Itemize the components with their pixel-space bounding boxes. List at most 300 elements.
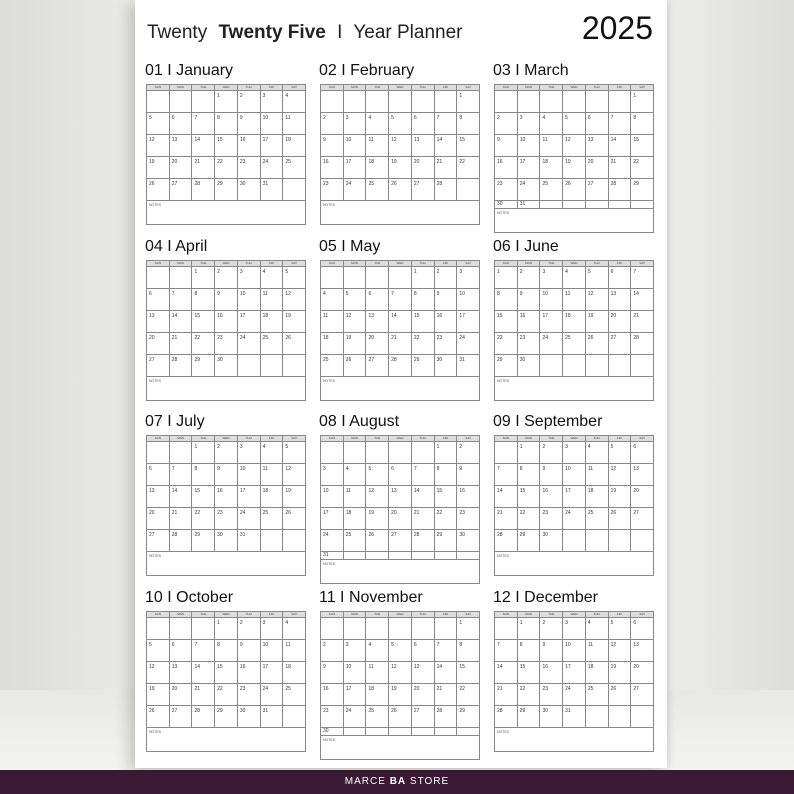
day-cell[interactable] <box>586 91 609 113</box>
day-cell[interactable]: 21 <box>192 157 215 179</box>
day-cell[interactable]: 25 <box>586 684 609 706</box>
day-cell[interactable]: 20 <box>412 684 435 706</box>
day-cell[interactable]: 22 <box>518 684 541 706</box>
day-cell[interactable]: 18 <box>366 157 389 179</box>
day-cell[interactable]: 13 <box>412 662 435 684</box>
day-cell[interactable]: 18 <box>321 333 344 355</box>
day-cell[interactable]: 25 <box>283 684 306 706</box>
day-cell[interactable]: 26 <box>344 355 367 377</box>
day-cell[interactable]: 13 <box>366 311 389 333</box>
day-cell[interactable]: 1 <box>192 267 215 289</box>
day-cell[interactable]: 29 <box>435 530 458 552</box>
day-cell[interactable]: 24 <box>563 684 586 706</box>
day-cell[interactable]: 23 <box>457 508 480 530</box>
day-cell[interactable]: 2 <box>540 442 563 464</box>
day-cell[interactable]: 6 <box>170 640 193 662</box>
day-cell[interactable]: 30 <box>238 179 261 201</box>
day-cell[interactable]: 4 <box>344 464 367 486</box>
day-cell[interactable]: 11 <box>586 464 609 486</box>
day-cell[interactable]: 2 <box>457 442 480 464</box>
day-cell[interactable] <box>518 91 541 113</box>
day-cell[interactable]: 12 <box>586 289 609 311</box>
day-cell[interactable]: 14 <box>170 311 193 333</box>
notes-area[interactable]: NOTES <box>495 377 654 401</box>
day-cell[interactable]: 17 <box>540 311 563 333</box>
day-cell[interactable] <box>366 91 389 113</box>
day-cell[interactable]: 22 <box>631 157 654 179</box>
day-cell[interactable]: 27 <box>586 179 609 201</box>
day-cell[interactable]: 23 <box>435 333 458 355</box>
day-cell[interactable]: 27 <box>389 530 412 552</box>
day-cell[interactable]: 5 <box>283 442 306 464</box>
notes-area[interactable]: NOTES <box>495 209 654 233</box>
day-cell[interactable]: 1 <box>435 442 458 464</box>
day-cell[interactable]: 4 <box>366 113 389 135</box>
day-cell[interactable]: 24 <box>344 179 367 201</box>
day-cell[interactable]: 2 <box>238 91 261 113</box>
day-cell[interactable]: 20 <box>366 333 389 355</box>
day-cell[interactable]: 19 <box>389 157 412 179</box>
day-cell[interactable] <box>283 179 306 201</box>
day-cell[interactable]: 2 <box>435 267 458 289</box>
day-cell[interactable]: 6 <box>147 464 170 486</box>
day-cell[interactable]: 9 <box>215 464 238 486</box>
day-cell[interactable] <box>586 530 609 552</box>
day-cell[interactable] <box>435 728 458 736</box>
day-cell[interactable]: 24 <box>238 508 261 530</box>
day-cell[interactable]: 17 <box>344 684 367 706</box>
day-cell[interactable]: 1 <box>412 267 435 289</box>
day-cell[interactable]: 2 <box>215 267 238 289</box>
day-cell[interactable]: 18 <box>261 486 284 508</box>
day-cell[interactable]: 5 <box>283 267 306 289</box>
day-cell[interactable]: 31 <box>261 179 284 201</box>
day-cell[interactable]: 21 <box>631 311 654 333</box>
day-cell[interactable]: 25 <box>344 530 367 552</box>
day-cell[interactable]: 4 <box>261 442 284 464</box>
day-cell[interactable]: 3 <box>457 267 480 289</box>
day-cell[interactable]: 13 <box>609 289 632 311</box>
day-cell[interactable] <box>435 91 458 113</box>
day-cell[interactable] <box>631 201 654 209</box>
day-cell[interactable]: 21 <box>170 508 193 530</box>
day-cell[interactable]: 20 <box>586 157 609 179</box>
day-cell[interactable]: 10 <box>563 464 586 486</box>
day-cell[interactable]: 27 <box>412 179 435 201</box>
day-cell[interactable]: 11 <box>321 311 344 333</box>
day-cell[interactable] <box>344 267 367 289</box>
day-cell[interactable]: 20 <box>147 333 170 355</box>
day-cell[interactable]: 1 <box>192 442 215 464</box>
day-cell[interactable] <box>321 91 344 113</box>
day-cell[interactable]: 21 <box>170 333 193 355</box>
day-cell[interactable]: 18 <box>586 486 609 508</box>
day-cell[interactable]: 3 <box>261 618 284 640</box>
day-cell[interactable]: 8 <box>457 640 480 662</box>
day-cell[interactable]: 16 <box>238 662 261 684</box>
day-cell[interactable] <box>147 442 170 464</box>
day-cell[interactable]: 29 <box>192 530 215 552</box>
day-cell[interactable]: 30 <box>540 530 563 552</box>
day-cell[interactable]: 17 <box>563 662 586 684</box>
day-cell[interactable]: 28 <box>412 530 435 552</box>
day-cell[interactable]: 27 <box>609 333 632 355</box>
day-cell[interactable]: 30 <box>215 355 238 377</box>
day-cell[interactable]: 3 <box>344 640 367 662</box>
day-cell[interactable]: 26 <box>283 508 306 530</box>
day-cell[interactable]: 19 <box>283 486 306 508</box>
day-cell[interactable]: 22 <box>435 508 458 530</box>
day-cell[interactable]: 30 <box>457 530 480 552</box>
day-cell[interactable] <box>344 728 367 736</box>
day-cell[interactable]: 22 <box>215 684 238 706</box>
day-cell[interactable]: 12 <box>283 289 306 311</box>
day-cell[interactable]: 1 <box>518 618 541 640</box>
day-cell[interactable]: 5 <box>389 113 412 135</box>
notes-area[interactable]: NOTES <box>495 728 654 752</box>
day-cell[interactable] <box>366 618 389 640</box>
day-cell[interactable]: 25 <box>586 508 609 530</box>
day-cell[interactable]: 21 <box>495 684 518 706</box>
day-cell[interactable]: 5 <box>147 113 170 135</box>
day-cell[interactable]: 25 <box>366 179 389 201</box>
day-cell[interactable] <box>412 618 435 640</box>
day-cell[interactable]: 16 <box>457 486 480 508</box>
day-cell[interactable]: 25 <box>540 179 563 201</box>
day-cell[interactable]: 12 <box>609 464 632 486</box>
day-cell[interactable]: 31 <box>563 706 586 728</box>
day-cell[interactable]: 11 <box>261 464 284 486</box>
day-cell[interactable]: 14 <box>495 662 518 684</box>
day-cell[interactable]: 23 <box>238 157 261 179</box>
day-cell[interactable]: 13 <box>631 464 654 486</box>
day-cell[interactable]: 22 <box>518 508 541 530</box>
day-cell[interactable]: 14 <box>192 662 215 684</box>
day-cell[interactable]: 6 <box>147 289 170 311</box>
day-cell[interactable]: 12 <box>147 135 170 157</box>
day-cell[interactable]: 1 <box>215 618 238 640</box>
day-cell[interactable]: 8 <box>518 464 541 486</box>
day-cell[interactable]: 9 <box>518 289 541 311</box>
day-cell[interactable]: 23 <box>321 179 344 201</box>
day-cell[interactable]: 1 <box>518 442 541 464</box>
day-cell[interactable] <box>170 267 193 289</box>
day-cell[interactable]: 23 <box>518 333 541 355</box>
day-cell[interactable]: 5 <box>147 640 170 662</box>
day-cell[interactable]: 13 <box>631 640 654 662</box>
day-cell[interactable]: 15 <box>457 135 480 157</box>
day-cell[interactable]: 23 <box>540 508 563 530</box>
day-cell[interactable]: 12 <box>389 662 412 684</box>
day-cell[interactable]: 10 <box>344 135 367 157</box>
day-cell[interactable]: 7 <box>609 113 632 135</box>
day-cell[interactable]: 27 <box>631 684 654 706</box>
day-cell[interactable]: 29 <box>215 706 238 728</box>
day-cell[interactable]: 10 <box>540 289 563 311</box>
day-cell[interactable]: 6 <box>631 442 654 464</box>
day-cell[interactable]: 7 <box>170 464 193 486</box>
day-cell[interactable]: 20 <box>170 157 193 179</box>
day-cell[interactable] <box>344 91 367 113</box>
day-cell[interactable]: 27 <box>147 530 170 552</box>
day-cell[interactable]: 6 <box>609 267 632 289</box>
day-cell[interactable] <box>631 530 654 552</box>
day-cell[interactable] <box>389 267 412 289</box>
day-cell[interactable]: 21 <box>435 684 458 706</box>
day-cell[interactable]: 26 <box>563 179 586 201</box>
day-cell[interactable]: 21 <box>609 157 632 179</box>
day-cell[interactable] <box>563 355 586 377</box>
day-cell[interactable]: 29 <box>518 706 541 728</box>
day-cell[interactable]: 1 <box>215 91 238 113</box>
day-cell[interactable] <box>457 728 480 736</box>
day-cell[interactable]: 24 <box>344 706 367 728</box>
day-cell[interactable]: 19 <box>147 684 170 706</box>
day-cell[interactable]: 16 <box>215 486 238 508</box>
day-cell[interactable]: 19 <box>344 333 367 355</box>
day-cell[interactable]: 13 <box>147 486 170 508</box>
day-cell[interactable]: 9 <box>435 289 458 311</box>
day-cell[interactable] <box>457 179 480 201</box>
day-cell[interactable]: 9 <box>238 113 261 135</box>
day-cell[interactable]: 20 <box>389 508 412 530</box>
day-cell[interactable]: 14 <box>389 311 412 333</box>
day-cell[interactable]: 23 <box>215 508 238 530</box>
notes-area[interactable]: NOTES <box>321 201 480 225</box>
day-cell[interactable] <box>344 552 367 560</box>
day-cell[interactable]: 15 <box>631 135 654 157</box>
day-cell[interactable]: 11 <box>540 135 563 157</box>
day-cell[interactable]: 12 <box>563 135 586 157</box>
day-cell[interactable]: 15 <box>495 311 518 333</box>
day-cell[interactable] <box>321 618 344 640</box>
day-cell[interactable]: 26 <box>609 508 632 530</box>
day-cell[interactable]: 17 <box>238 486 261 508</box>
day-cell[interactable]: 31 <box>261 706 284 728</box>
day-cell[interactable]: 18 <box>283 135 306 157</box>
day-cell[interactable] <box>586 355 609 377</box>
day-cell[interactable]: 28 <box>631 333 654 355</box>
day-cell[interactable]: 29 <box>457 706 480 728</box>
day-cell[interactable]: 25 <box>563 333 586 355</box>
day-cell[interactable] <box>540 91 563 113</box>
day-cell[interactable]: 5 <box>344 289 367 311</box>
day-cell[interactable]: 18 <box>283 662 306 684</box>
day-cell[interactable]: 4 <box>586 442 609 464</box>
day-cell[interactable] <box>389 728 412 736</box>
day-cell[interactable] <box>366 728 389 736</box>
day-cell[interactable] <box>192 618 215 640</box>
day-cell[interactable] <box>540 201 563 209</box>
day-cell[interactable]: 11 <box>563 289 586 311</box>
day-cell[interactable]: 16 <box>238 135 261 157</box>
day-cell[interactable]: 25 <box>261 333 284 355</box>
day-cell[interactable]: 17 <box>261 662 284 684</box>
day-cell[interactable]: 30 <box>435 355 458 377</box>
day-cell[interactable]: 18 <box>586 662 609 684</box>
day-cell[interactable]: 15 <box>518 662 541 684</box>
day-cell[interactable]: 16 <box>321 157 344 179</box>
day-cell[interactable]: 16 <box>321 684 344 706</box>
day-cell[interactable]: 17 <box>563 486 586 508</box>
day-cell[interactable]: 19 <box>609 662 632 684</box>
day-cell[interactable]: 20 <box>631 486 654 508</box>
day-cell[interactable]: 17 <box>261 135 284 157</box>
day-cell[interactable]: 6 <box>586 113 609 135</box>
day-cell[interactable] <box>344 618 367 640</box>
day-cell[interactable]: 5 <box>366 464 389 486</box>
day-cell[interactable]: 30 <box>321 728 344 736</box>
day-cell[interactable]: 21 <box>192 684 215 706</box>
day-cell[interactable]: 9 <box>540 640 563 662</box>
day-cell[interactable]: 21 <box>412 508 435 530</box>
day-cell[interactable]: 7 <box>192 113 215 135</box>
day-cell[interactable]: 27 <box>170 706 193 728</box>
day-cell[interactable]: 24 <box>457 333 480 355</box>
day-cell[interactable]: 1 <box>631 91 654 113</box>
day-cell[interactable]: 7 <box>192 640 215 662</box>
day-cell[interactable]: 30 <box>238 706 261 728</box>
day-cell[interactable]: 29 <box>518 530 541 552</box>
day-cell[interactable]: 7 <box>495 464 518 486</box>
day-cell[interactable]: 12 <box>283 464 306 486</box>
day-cell[interactable]: 15 <box>192 311 215 333</box>
day-cell[interactable]: 2 <box>215 442 238 464</box>
day-cell[interactable]: 26 <box>283 333 306 355</box>
day-cell[interactable]: 21 <box>435 157 458 179</box>
day-cell[interactable]: 15 <box>192 486 215 508</box>
notes-area[interactable]: NOTES <box>321 736 480 760</box>
day-cell[interactable] <box>540 355 563 377</box>
day-cell[interactable]: 16 <box>540 486 563 508</box>
day-cell[interactable]: 23 <box>215 333 238 355</box>
day-cell[interactable]: 17 <box>457 311 480 333</box>
day-cell[interactable]: 22 <box>412 333 435 355</box>
day-cell[interactable]: 3 <box>238 442 261 464</box>
day-cell[interactable]: 16 <box>435 311 458 333</box>
day-cell[interactable]: 9 <box>540 464 563 486</box>
day-cell[interactable]: 10 <box>563 640 586 662</box>
day-cell[interactable]: 10 <box>321 486 344 508</box>
day-cell[interactable]: 20 <box>147 508 170 530</box>
day-cell[interactable]: 18 <box>344 508 367 530</box>
day-cell[interactable] <box>563 91 586 113</box>
day-cell[interactable]: 2 <box>495 113 518 135</box>
day-cell[interactable]: 9 <box>321 662 344 684</box>
day-cell[interactable]: 3 <box>563 618 586 640</box>
day-cell[interactable]: 24 <box>563 508 586 530</box>
day-cell[interactable]: 26 <box>389 706 412 728</box>
day-cell[interactable]: 8 <box>192 289 215 311</box>
day-cell[interactable] <box>321 267 344 289</box>
day-cell[interactable]: 20 <box>412 157 435 179</box>
day-cell[interactable] <box>170 442 193 464</box>
day-cell[interactable]: 3 <box>540 267 563 289</box>
day-cell[interactable] <box>495 91 518 113</box>
day-cell[interactable]: 9 <box>238 640 261 662</box>
day-cell[interactable]: 29 <box>631 179 654 201</box>
day-cell[interactable] <box>366 267 389 289</box>
day-cell[interactable]: 26 <box>609 684 632 706</box>
day-cell[interactable]: 24 <box>261 684 284 706</box>
day-cell[interactable]: 28 <box>192 179 215 201</box>
day-cell[interactable]: 4 <box>321 289 344 311</box>
day-cell[interactable]: 23 <box>238 684 261 706</box>
day-cell[interactable] <box>495 442 518 464</box>
day-cell[interactable]: 2 <box>321 113 344 135</box>
day-cell[interactable] <box>261 530 284 552</box>
day-cell[interactable]: 14 <box>631 289 654 311</box>
day-cell[interactable]: 26 <box>147 179 170 201</box>
day-cell[interactable]: 3 <box>518 113 541 135</box>
day-cell[interactable]: 26 <box>147 706 170 728</box>
notes-area[interactable]: NOTES <box>321 560 480 584</box>
day-cell[interactable]: 28 <box>192 706 215 728</box>
day-cell[interactable]: 14 <box>609 135 632 157</box>
day-cell[interactable]: 21 <box>389 333 412 355</box>
day-cell[interactable]: 19 <box>609 486 632 508</box>
day-cell[interactable]: 15 <box>215 135 238 157</box>
day-cell[interactable] <box>147 267 170 289</box>
day-cell[interactable]: 12 <box>147 662 170 684</box>
day-cell[interactable]: 11 <box>366 662 389 684</box>
day-cell[interactable]: 17 <box>518 157 541 179</box>
day-cell[interactable] <box>147 91 170 113</box>
day-cell[interactable] <box>283 355 306 377</box>
day-cell[interactable]: 15 <box>435 486 458 508</box>
day-cell[interactable]: 25 <box>261 508 284 530</box>
day-cell[interactable]: 4 <box>563 267 586 289</box>
day-cell[interactable]: 15 <box>457 662 480 684</box>
day-cell[interactable]: 30 <box>540 706 563 728</box>
day-cell[interactable]: 20 <box>631 662 654 684</box>
day-cell[interactable] <box>563 530 586 552</box>
day-cell[interactable]: 27 <box>366 355 389 377</box>
day-cell[interactable] <box>609 355 632 377</box>
day-cell[interactable]: 16 <box>518 311 541 333</box>
day-cell[interactable] <box>283 530 306 552</box>
day-cell[interactable]: 8 <box>412 289 435 311</box>
day-cell[interactable]: 6 <box>412 640 435 662</box>
day-cell[interactable]: 10 <box>238 464 261 486</box>
day-cell[interactable]: 5 <box>389 640 412 662</box>
day-cell[interactable] <box>238 355 261 377</box>
day-cell[interactable]: 7 <box>412 464 435 486</box>
day-cell[interactable]: 22 <box>457 157 480 179</box>
day-cell[interactable]: 7 <box>170 289 193 311</box>
day-cell[interactable]: 29 <box>192 355 215 377</box>
day-cell[interactable]: 15 <box>215 662 238 684</box>
day-cell[interactable]: 11 <box>283 113 306 135</box>
day-cell[interactable]: 7 <box>435 640 458 662</box>
day-cell[interactable]: 10 <box>457 289 480 311</box>
day-cell[interactable]: 19 <box>366 508 389 530</box>
day-cell[interactable]: 8 <box>435 464 458 486</box>
day-cell[interactable]: 14 <box>170 486 193 508</box>
day-cell[interactable]: 22 <box>495 333 518 355</box>
day-cell[interactable] <box>283 706 306 728</box>
day-cell[interactable]: 14 <box>495 486 518 508</box>
day-cell[interactable]: 9 <box>495 135 518 157</box>
day-cell[interactable]: 2 <box>518 267 541 289</box>
day-cell[interactable]: 4 <box>366 640 389 662</box>
day-cell[interactable]: 14 <box>192 135 215 157</box>
notes-area[interactable]: NOTES <box>321 377 480 401</box>
day-cell[interactable] <box>261 355 284 377</box>
day-cell[interactable] <box>631 355 654 377</box>
day-cell[interactable]: 1 <box>495 267 518 289</box>
day-cell[interactable]: 3 <box>238 267 261 289</box>
